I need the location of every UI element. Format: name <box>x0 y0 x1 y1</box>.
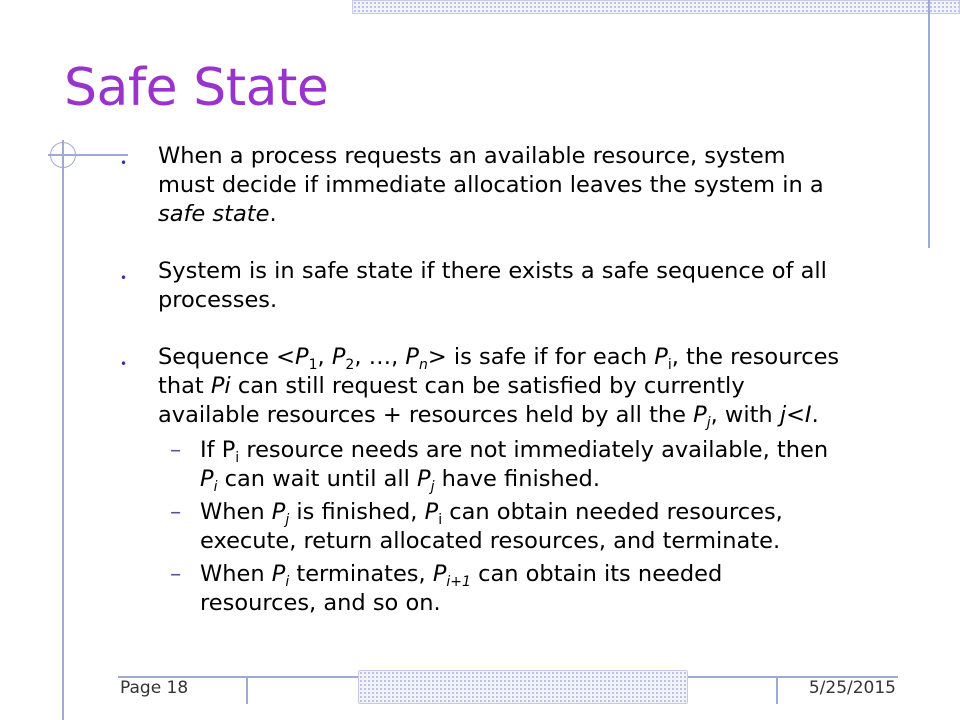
bullet-dot: • <box>120 357 128 371</box>
slide-title: Safe State <box>64 58 329 118</box>
bullet-dot: • <box>120 271 128 285</box>
slide-date: 5/25/2015 <box>808 678 896 698</box>
sub-bullet-wait: – If $P_i$ resource needs are not immediately available, then $P_i$ can wait until all $P_j$ have finished. <box>170 437 829 495</box>
left-vertical-line <box>62 140 64 720</box>
slide-content <box>120 142 840 622</box>
bullet-allocation-decision: • When a process requests an available resource, system must decide if immediate allocation leaves the system in a safe state. <box>120 143 824 227</box>
footer-divider-right <box>776 676 778 704</box>
dash-marker: – <box>170 561 182 587</box>
left-corner-ring <box>50 142 76 168</box>
top-dot-band <box>352 0 960 14</box>
page-number: Page 18 <box>120 678 189 698</box>
sub-bullet-obtain: – When $P_j$ is finished, $P_i$ can obtain needed resources, execute, return allocated resources, and terminate. <box>170 499 783 554</box>
footer-divider-left <box>246 676 248 704</box>
sub-bullet-terminate: – When $P_i$ terminates, $P_{i+1}$ can obtain its needed resources, and so on. <box>170 561 723 616</box>
dash-marker: – <box>170 437 182 463</box>
bullet-dot: • <box>120 156 128 170</box>
bullet-safe-sequence: • System is in safe state if there exists a safe sequence of all processes. <box>120 258 827 313</box>
dash-marker: – <box>170 499 182 525</box>
footer-dot-band <box>358 670 688 704</box>
bullet-sequence-definition: • Sequence $<P_1$, $P_2$, …, $P_n>$ is safe if for each $P_i$, the resources that Pi can still request can be satisfied by currently available resources + resources held by all the $P_j$, with j<I. <box>120 344 840 431</box>
footer <box>118 676 898 704</box>
top-right-vertical-line <box>928 0 930 248</box>
